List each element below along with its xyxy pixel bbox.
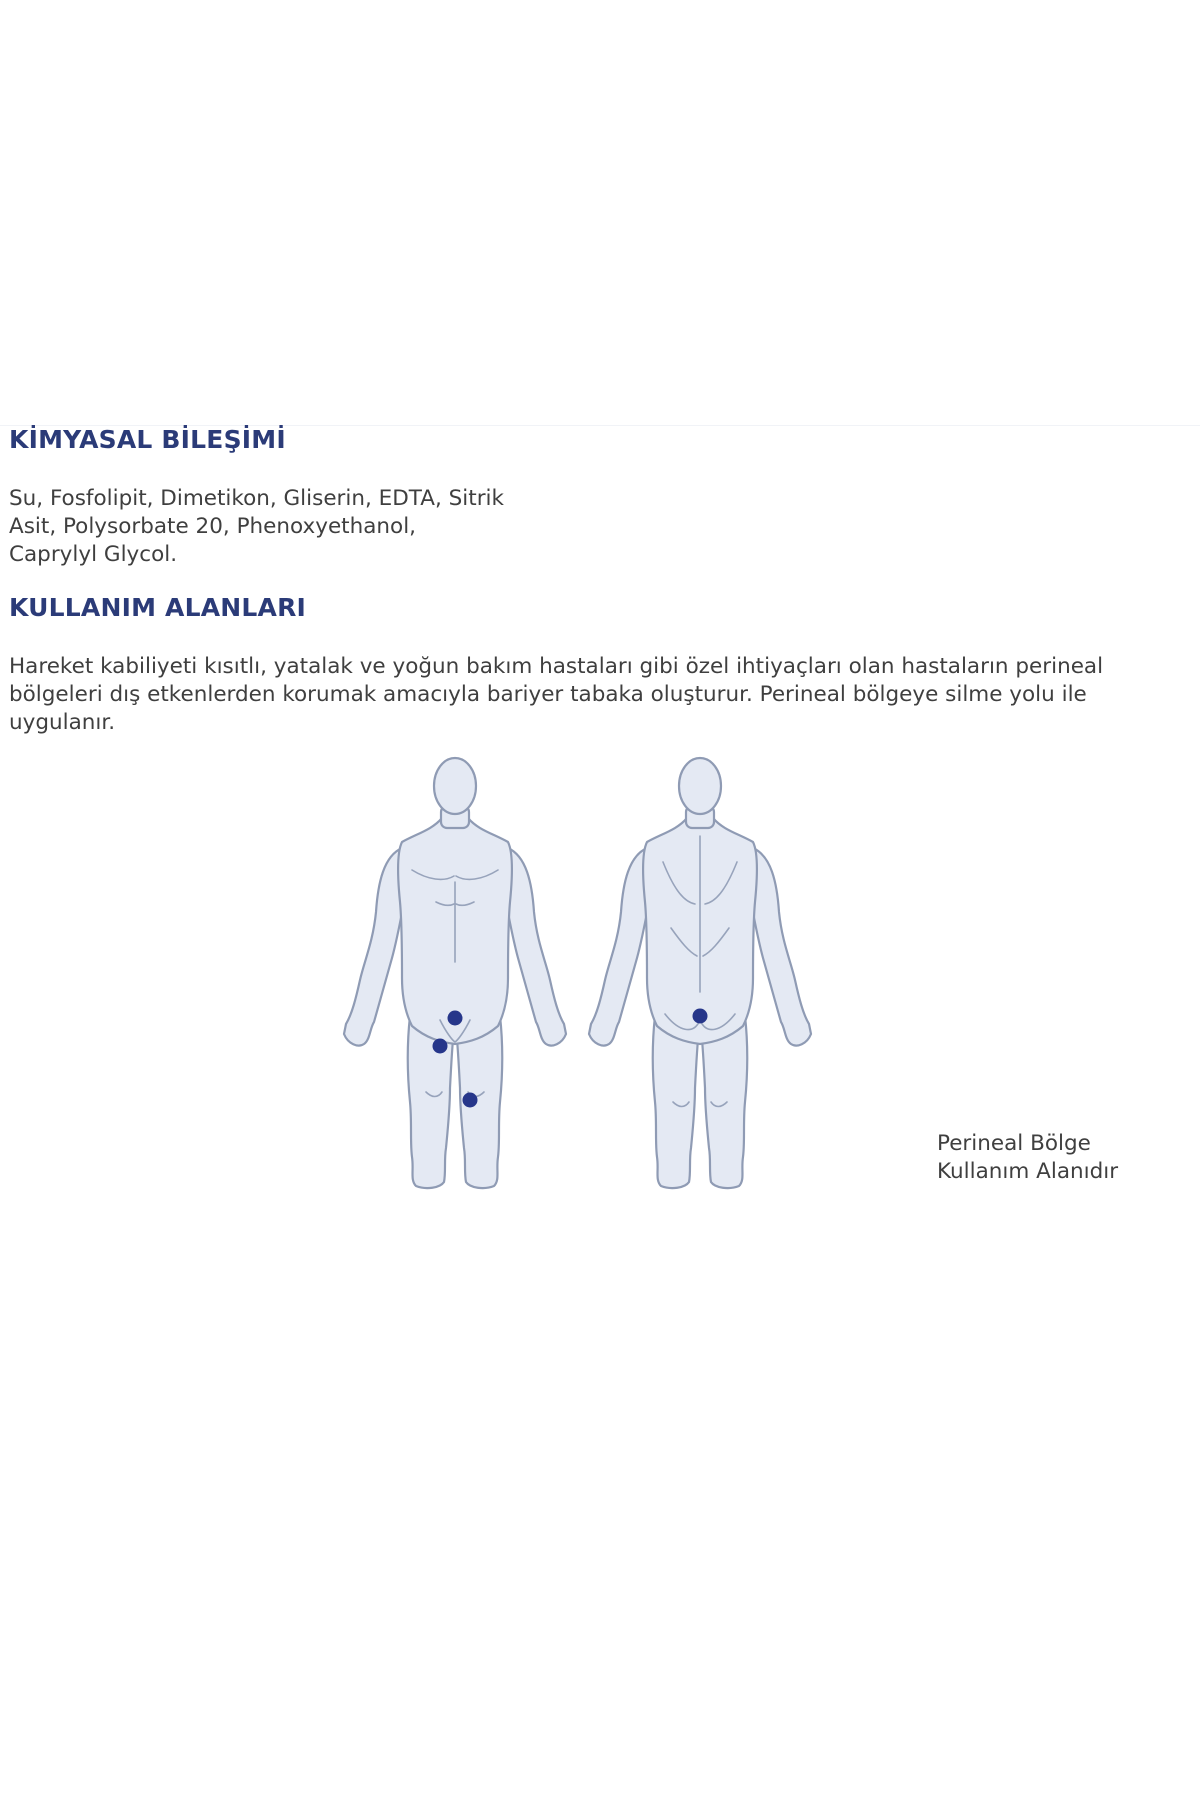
marker-dot: [693, 1009, 708, 1024]
body-front-outline: [344, 758, 566, 1188]
body-back-svg: [585, 752, 815, 1192]
usage-line: uygulanır.: [9, 710, 116, 735]
usage-line: bölgeleri dış etkenlerden korumak amacıyla bariyer tabaka oluşturur. Perineal bölgeye silme yolu ile: [9, 682, 1087, 707]
marker-dot: [463, 1093, 478, 1108]
usage-line: Hareket kabiliyeti kısıtlı, yatalak ve yoğun bakım hastaları gibi özel ihtiyaçları olan hastaların perineal: [9, 654, 1104, 679]
marker-dot: [448, 1011, 463, 1026]
composition-line: Asit, Polysorbate 20, Phenoxyethanol,: [9, 514, 416, 539]
usage-text: [9, 653, 1199, 737]
body-front-figure: [340, 752, 570, 1192]
caption-line-1: Perineal Bölge: [937, 1131, 1091, 1156]
figure-caption: [937, 1130, 1118, 1186]
usage-heading: KULLANIM ALANLARI: [9, 593, 307, 622]
composition-line: Caprylyl Glycol.: [9, 542, 178, 567]
body-front-svg: [340, 752, 570, 1192]
composition-text: [9, 485, 549, 569]
caption-line-2: Kullanım Alanıdır: [937, 1159, 1119, 1184]
marker-dot: [433, 1039, 448, 1054]
composition-line: Su, Fosfolipit, Dimetikon, Gliserin, EDTA, Sitrik: [9, 486, 504, 511]
composition-heading: KİMYASAL BİLEŞİMİ: [9, 425, 286, 454]
body-back-figure: [585, 752, 815, 1192]
